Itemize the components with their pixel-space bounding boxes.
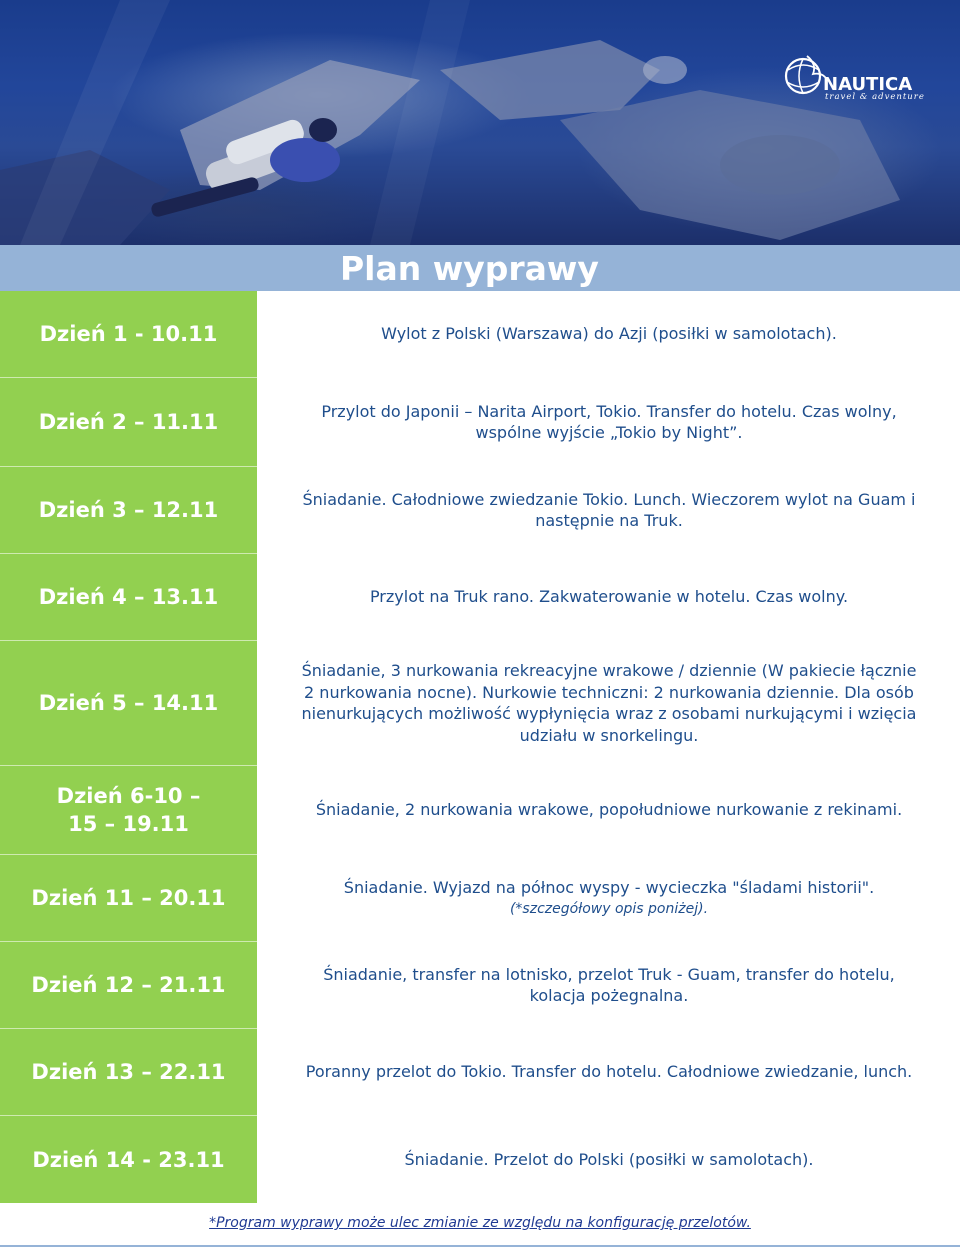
description-line: Śniadanie. Wyjazd na północ wyspy - wycieczka "śladami historii". [343,878,875,898]
description-line: Przylot do Japonii – Narita Airport, Tokio. Transfer do hotelu. Czas wolny, [321,401,897,421]
day-label: Dzień 13 – 22.11 [31,1060,226,1084]
logo-tagline: travel & adventure [825,92,925,102]
description-line: kolacja pożegnalna. [529,986,689,1005]
day-label: Dzień 3 – 12.11 [38,498,219,522]
description-line: 2 nurkowania nocne). Nurkowie techniczni: 2 nurkowania dziennie. Dla osób [304,682,914,702]
page-title: Plan wyprawy [340,249,599,288]
day-label-line: 15 – 19.11 [68,812,189,836]
day-label: Dzień 14 - 23.11 [32,1147,225,1172]
day-description [262,291,956,377]
day-description [262,641,956,765]
table-row [0,942,960,1028]
day-description [262,1029,956,1115]
day-label: Dzień 4 – 13.11 [38,585,219,609]
day-description [262,378,956,466]
day-description [262,1116,956,1203]
description-line: Przylot na Truk rano. Zakwaterowanie w hotelu. Czas wolny. [369,587,849,607]
day-label [0,766,257,854]
day-label: Dzień 2 – 11.11 [38,410,219,434]
day-label: Dzień 5 – 14.11 [38,691,219,715]
day-description [262,766,956,854]
table-row [0,554,960,640]
description-note: (*szczegółowy opis poniżej). [509,900,709,917]
table-row [0,641,960,765]
description-line: Śniadanie, transfer na lotnisko, przelot Truk - Guam, transfer do hotelu, [323,964,895,984]
day-label: Dzień 1 - 10.11 [39,322,218,346]
wreck-scene [0,0,960,245]
description-line: Śniadanie. Całodniowe zwiedzanie Tokio. Lunch. Wieczorem wylot na Guam i [302,489,916,509]
day-description [262,855,956,941]
day-label: Dzień 11 – 20.11 [31,886,226,910]
nautica-logo [783,52,925,104]
table-row [0,1116,960,1203]
table-row [0,855,960,941]
description-line: Śniadanie. Przelot do Polski (posiłki w samolotach). [404,1149,814,1169]
table-row [0,1029,960,1115]
description-line: wspólne wyjście „Tokio by Night”. [475,423,743,442]
table-row [0,467,960,553]
hero-underwater-photo [0,0,960,245]
description-line: Poranny przelot do Tokio. Transfer do hotelu. Całodniowe zwiedzanie, lunch. [305,1062,913,1082]
day-description [262,467,956,553]
description-line: Śniadanie, 2 nurkowania wrakowe, popołudniowe nurkowanie z rekinami. [315,800,903,820]
logo-wordmark: NAUTICA [823,74,913,95]
day-label-line: Dzień 6-10 – [56,784,201,808]
day-description [262,942,956,1028]
table-row [0,291,960,377]
description-line: nienurkujących możliwość wypłynięcia wraz z osobami nurkującymi i wzięcia [301,704,917,723]
description-line: Wylot z Polski (Warszawa) do Azji (posiłki w samolotach). [381,324,837,344]
table-row [0,378,960,466]
day-description [262,554,956,640]
description-line: Śniadanie, 3 nurkowania rekreacyjne wrakowe / dziennie (W pakiecie łącznie [301,661,917,680]
day-label: Dzień 12 – 21.11 [31,973,226,997]
description-line: następnie na Truk. [535,511,683,530]
table-row [0,766,960,854]
description-line: udziału w snorkelingu. [519,725,699,745]
footer-note: *Program wyprawy może ulec zmianie ze względu na konfigurację przelotów. [209,1215,751,1231]
